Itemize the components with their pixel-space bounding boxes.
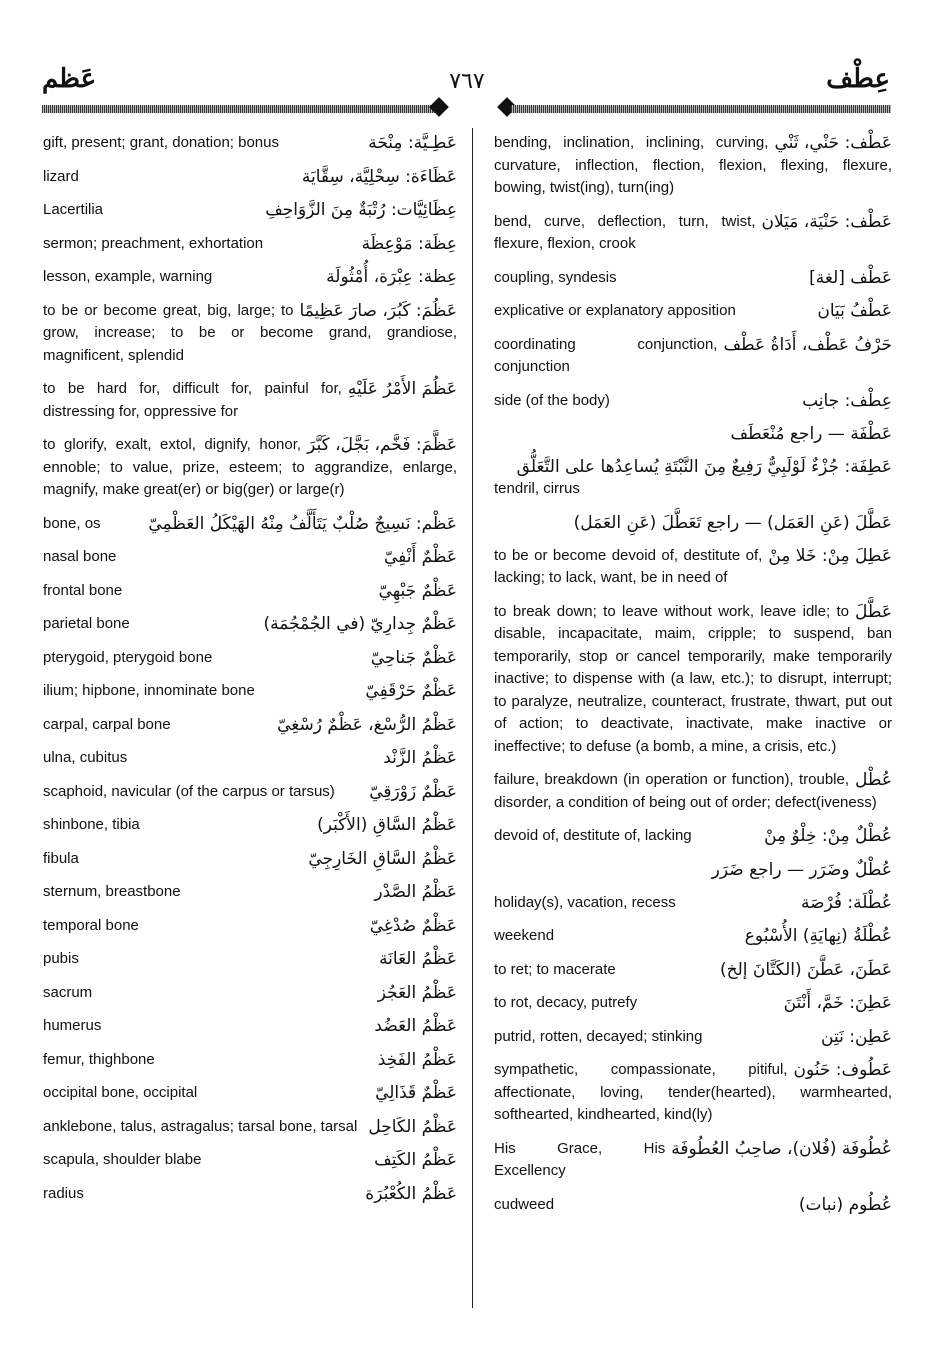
english-definition: nasal bone (43, 548, 117, 565)
english-definition: putrid, rotten, decayed; stinking (494, 1027, 703, 1045)
dictionary-entry (494, 1026, 892, 1049)
dictionary-entry (43, 948, 457, 971)
arabic-headword: عَطْفُ بَيَان (817, 301, 892, 321)
arabic-headword: عَطَّلَ (855, 601, 892, 622)
english-definition: explicative or explanatory apposition (494, 302, 736, 319)
dictionary-entry (494, 300, 892, 323)
dictionary-entry (43, 513, 457, 536)
arabic-headword: عَظْمُ العَجُز (377, 982, 457, 1003)
header-rule-right (511, 105, 891, 113)
english-definition: occipital bone, occipital (43, 1084, 198, 1101)
arabic-headword: عَطِفَة: جُزْءٌ لَوْلَبِيٌّ رَفِيعٌ مِنَ النَّبْتَةِ يُساعِدُها على التَّعَلُّق (516, 457, 892, 477)
column-divider (472, 128, 473, 1308)
dictionary-entry (43, 300, 457, 368)
arabic-headword: عَظُمَ: كَبُرَ، صارَ عَظِيمًا (299, 300, 457, 321)
cross-reference: عَطَّلَ (عَنِ العَمَل) — راجع تَعَطَّلَ (عَنِ العَمَل) (573, 512, 892, 533)
dictionary-entry (43, 1082, 457, 1105)
english-definition: femur, thighbone (43, 1050, 155, 1068)
english-definition: scapula, shoulder blabe (43, 1151, 202, 1168)
dictionary-entry (494, 601, 892, 759)
arabic-headword: عَطِلَ مِنْ: خَلا مِنْ (768, 545, 892, 566)
dictionary-entry (494, 456, 892, 501)
arabic-headword: عَظْمُ السَّاقِ الخَارِجِيّ (308, 848, 457, 869)
english-definition: bone, os (43, 514, 101, 532)
left-column (43, 132, 457, 1216)
arabic-headword: عَظْمٌ قَذَالِيّ (375, 1083, 457, 1103)
dictionary-entry (43, 1116, 457, 1139)
dictionary-entry (494, 390, 892, 413)
dictionary-entry (494, 1194, 892, 1217)
dictionary-entry (494, 267, 892, 290)
arabic-headword: عَطَنَ، عَطَّنَ (الكَتَّانَ إلخ) (720, 959, 892, 980)
dictionary-entry (43, 915, 457, 938)
dictionary-entry (494, 859, 892, 881)
arabic-headword: عَظَّمَ: فَخَّم، بَجَّلَ، كَبَّرَ (307, 435, 457, 455)
arabic-headword: عَظْمٌ جِدارِيّ (في الجُمْجُمَة) (263, 614, 457, 634)
english-definition: fibula (43, 849, 79, 867)
dictionary-entry (43, 434, 457, 502)
english-definition: coordinating conjunction, conjunction (494, 335, 718, 375)
arabic-headword: عَظْمُ السَّاقِ (الأَكْبَر) (317, 815, 457, 835)
arabic-headword: عَظْمُ الصَّدْر (374, 882, 457, 902)
english-definition: pterygoid, pterygoid bone (43, 648, 213, 666)
english-definition: to be or become devoid of, destitute of, lacking; to lack, want, be in need of (494, 546, 763, 586)
left-guide-word: عَظم (42, 64, 97, 93)
dictionary-entry (494, 925, 892, 948)
dictionary-entry (494, 959, 892, 982)
english-definition: to be or become great, big, large; to grow, increase; to be or become grand, grandiose, magnificent, splendid (43, 301, 457, 364)
dictionary-entry (43, 546, 457, 569)
english-definition: sermon; preachment, exhortation (43, 234, 264, 252)
arabic-headword: عَظْمُ العَانَة (379, 949, 457, 969)
arabic-headword: عُطْلَة: فُرْصَة (800, 892, 892, 913)
dictionary-entry (43, 613, 457, 636)
english-definition: radius (43, 1184, 84, 1202)
english-definition: frontal bone (43, 581, 123, 599)
cross-reference: عَطْفَة — راجع مُنْعَطَف (730, 424, 892, 444)
dictionary-entry (494, 825, 892, 848)
dictionary-entry (494, 892, 892, 915)
arabic-headword: عَظْمٌ جَناحِيّ (370, 647, 457, 668)
dictionary-entry (43, 166, 457, 189)
dictionary-entry (494, 132, 892, 200)
dictionary-entry (43, 747, 457, 770)
arabic-headword: عَظْمُ الرُّسْغ، عَظْمٌ رُسْغِيّ (277, 714, 457, 735)
arabic-headword: عَظْم: نَسِيجٌ صُلْبٌ يَتَأَلَّفُ مِنْهُ الهَيْكَلُ العَظْمِيّ (148, 513, 457, 534)
cross-reference: عُطْلٌ وضَرَر — راجع ضَرَر (711, 859, 892, 880)
english-definition: ilium; hipbone, innominate bone (43, 682, 255, 699)
english-definition: lesson, example, warning (43, 268, 213, 285)
english-definition: Lacertilia (43, 201, 104, 218)
english-definition: carpal, carpal bone (43, 715, 171, 733)
english-definition: temporal bone (43, 916, 139, 934)
english-definition: sympathetic, compassionate, pitiful, affectionate, loving, tender(hearted), warmhearted, softhearted, kindhearted, kind(ly) (494, 1061, 892, 1123)
dictionary-entry (43, 378, 457, 423)
dictionary-entry (43, 580, 457, 603)
english-definition: parietal bone (43, 615, 130, 632)
arabic-headword: عَطْف: حَنْي، ثَنْي (774, 133, 892, 153)
arabic-headword: عَظْمٌ حَرْقَفِيّ (365, 681, 457, 701)
page-number: ٧٦٧ (449, 68, 485, 93)
dictionary-entry (43, 1049, 457, 1072)
dictionary-entry (494, 1138, 892, 1183)
english-definition: side (of the body) (494, 391, 610, 409)
arabic-headword: حَرْفُ عَطْف، أَدَاةُ عَطْف (723, 334, 892, 355)
english-definition: anklebone, talus, astragalus; tarsal bone, tarsal (43, 1117, 358, 1135)
right-guide-word: عِطْف (826, 64, 890, 93)
dictionary-entry (43, 647, 457, 670)
page-header (0, 64, 934, 104)
english-definition: to be hard for, difficult for, painful for, distressing for, oppressive for (43, 380, 342, 420)
english-definition: humerus (43, 1017, 102, 1034)
arabic-headword: عَظْمُ الزَّنْد (383, 748, 457, 768)
english-definition: His Grace, His Excellency (494, 1139, 666, 1179)
dictionary-entry (494, 334, 892, 379)
arabic-headword: عِطْف: جانِب (802, 390, 892, 411)
dictionary-entry (43, 266, 457, 289)
dictionary-entry (43, 848, 457, 871)
dictionary-entry (43, 680, 457, 703)
arabic-headword: عَطْف [لغة] (809, 267, 892, 288)
dictionary-entry (494, 545, 892, 590)
arabic-headword: عَظْمُ الكَتِف (374, 1150, 457, 1170)
english-definition: shinbone, tibia (43, 816, 140, 833)
arabic-headword: عُطُوم (نبات) (798, 1194, 892, 1215)
dictionary-entry (494, 1059, 892, 1127)
dictionary-entry (43, 1149, 457, 1172)
english-definition: gift, present; grant, donation; bonus (43, 134, 279, 151)
english-definition: cudweed (494, 1195, 555, 1213)
dictionary-entry (43, 814, 457, 837)
english-definition: scaphoid, navicular (of the carpus or tarsus) (43, 782, 335, 800)
dictionary-entry (494, 423, 892, 445)
english-definition: to rot, decacy, putrefy (494, 994, 638, 1011)
arabic-headword: عِظَة: مَوْعِظَة (361, 233, 457, 254)
dictionary-entry (494, 992, 892, 1015)
english-definition: holiday(s), vacation, recess (494, 893, 676, 911)
arabic-headword: عَطُوف: حَنُون (793, 1060, 892, 1080)
arabic-headword: عَظْمٌ زَوْرَقِيّ (369, 781, 457, 802)
english-definition: lizard (43, 167, 79, 185)
dictionary-entry (43, 714, 457, 737)
english-definition: bending, inclination, inclining, curving, curvature, inflection, flection, flexion, flexing, flexure, bowing, twist(ing), turn(ing) (494, 134, 892, 196)
arabic-headword: عَظْمٌ أَنْفِيّ (383, 547, 457, 567)
right-column (494, 132, 892, 1227)
dictionary-entry (43, 1015, 457, 1038)
arabic-headword: عَظْمُ الكَاحِل (368, 1116, 457, 1137)
dictionary-entry (494, 512, 892, 534)
dictionary-entry (43, 781, 457, 804)
english-definition: ulna, cubitus (43, 749, 128, 766)
dictionary-entry (43, 1183, 457, 1206)
english-definition: devoid of, destitute of, lacking (494, 827, 692, 844)
english-definition: tendril, cirrus (494, 480, 580, 497)
arabic-headword: عَطِن: نَتِن (821, 1026, 892, 1047)
arabic-headword: عَطِنَ: خَمَّ، أَنْتَنَ (783, 993, 892, 1013)
arabic-headword: عُطْل (855, 770, 892, 790)
arabic-headword: عَظْمٌ جَبْهِيّ (378, 580, 457, 601)
arabic-headword: عَظْمُ العَضُد (374, 1016, 457, 1036)
arabic-headword: عَطِـيَّة: مِنْحَة (368, 133, 457, 153)
english-definition: to glorify, exalt, extol, dignify, honor, ennoble; to value, prize, esteem; to aggrandize, enlarge, magnify, make great(er) or big(ger) or large(r) (43, 436, 457, 498)
english-definition: failure, breakdown (in operation or function), trouble, disorder, a condition of being out of order; defect(iveness) (494, 771, 877, 811)
header-rule-left (42, 105, 435, 113)
english-definition: coupling, syndesis (494, 268, 617, 286)
dictionary-entry (494, 769, 892, 814)
arabic-headword: عُطْلٌ مِنْ: خِلْوٌ مِنْ (764, 826, 892, 846)
arabic-headword: عِظَائِيَّات: رُتْبَةٌ مِنَ الزَّوَاحِفِ (265, 200, 457, 220)
dictionary-entry (43, 881, 457, 904)
english-definition: pubis (43, 950, 79, 967)
arabic-headword: عَظَاءَة: سِحْلِيَّة، سِقَّايَة (301, 166, 457, 187)
dictionary-entry (494, 211, 892, 256)
english-definition: to ret; to macerate (494, 960, 616, 978)
arabic-headword: عَظْمُ الفَخِذ (377, 1049, 457, 1070)
dictionary-entry (43, 199, 457, 222)
english-definition: weekend (494, 927, 555, 944)
dictionary-entry (43, 132, 457, 155)
arabic-headword: عَظْمُ الكُعْبُرَة (365, 1183, 457, 1204)
dictionary-entry (43, 233, 457, 256)
arabic-headword: عُطْلَةُ (نِهايَةِ) الأُسْبُوع (744, 926, 892, 946)
dictionary-entry (43, 982, 457, 1005)
arabic-headword: عَطْف: حَنْيَة، مَيَلان (761, 211, 892, 232)
english-definition: bend, curve, deflection, turn, twist, flexure, flexion, crook (494, 212, 756, 252)
arabic-headword: عَظْمٌ صُدْغِيّ (369, 915, 457, 936)
english-definition: sacrum (43, 983, 93, 1001)
arabic-headword: عَظُمَ الأَمْرُ عَلَيْهِ (347, 379, 457, 399)
arabic-headword: عِظة: عِبْرَة، أُمْثُولَة (326, 267, 457, 287)
english-definition: sternum, breastbone (43, 883, 181, 900)
arabic-headword: عُطُوفَة (فُلان)، صاحِبُ العُطُوفَة (671, 1138, 892, 1159)
english-definition: to break down; to leave without work, leave idle; to disable, incapacitate, maim, cripple; to suspend, ban temporarily, stop or cancel temporarily, make temporarily inactive; to dispense with (a law, etc.); to disrupt, interrupt; to paralyze, neutralize, counteract, frustrate, thwart, put out of action; to deactivate, inactivate, make inactive or ineffective; to defuse (a bomb, a mine, a crisis, etc.) (494, 602, 892, 755)
